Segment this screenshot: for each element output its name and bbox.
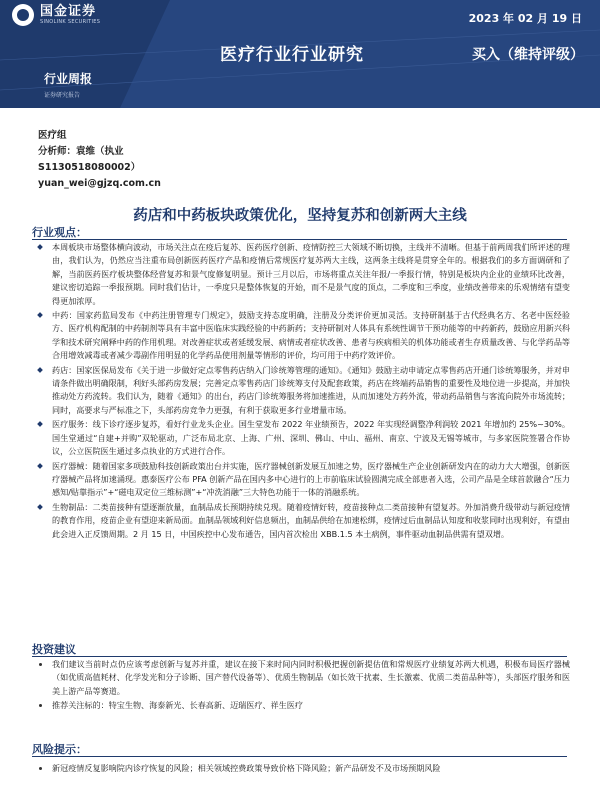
- analyst-name: 分析师：袁维（执业: [38, 146, 124, 157]
- investment-list: [32, 658, 570, 714]
- list-item: 我们建议当前时点仍应该考虑创新与复苏并重，建议在接下来时间内同时积极把握创新提估值和常规医疗业绩复苏两大机遇，积极布局医疗器械（如优质高值耗材、化学发光和分子诊断、国产替代设备等）、优质生物制品（如长效干扰素、生长激素、优质二类苗品种等），头部医疗服务和医美上游产品等赛道。: [32, 658, 570, 698]
- list-item: 推荐关注标的：特宝生物、海泰新光、长春高新、迈瑞医疗、祥生医疗: [32, 699, 570, 712]
- section-divider: [32, 656, 567, 657]
- rating-label: 买入（维持评级）: [472, 47, 584, 63]
- industry-view-list: [32, 241, 570, 542]
- section-title-investment: 投资建议: [32, 643, 76, 656]
- report-title: 医疗行业行业研究: [220, 45, 364, 65]
- section-divider: [32, 239, 567, 240]
- report-date: 2023 年 02 月 19 日: [468, 12, 582, 25]
- report-type: 行业周报: [44, 72, 93, 86]
- analyst-block: [38, 128, 161, 192]
- report-headline: 药店和中药板块政策优化，坚持复苏和创新两大主线: [133, 208, 467, 224]
- section-title-industry-view: 行业观点：: [32, 226, 87, 239]
- analyst-group: 医疗组: [38, 130, 67, 141]
- logo-icon: [12, 4, 34, 26]
- logo-name: 国金证券: [40, 3, 97, 19]
- company-logo: [12, 4, 100, 26]
- report-header: [0, 0, 600, 108]
- list-item: 本周板块市场整体横向波动，市场关注点在疫后复苏、医药医疗创新、疫情防控三大领域不断切换，主线并不清晰。但基于前两周我们所评述的理由，我们认为，仍然应当注重布局创新医药医疗产品和疫情后常规医疗复苏两大主线，这两条主线将是贯穿全年的。根据我们的多方面调研和了解，当前医药医疗板块整体经营复苏和景气度修复明显。预计三月以后，市场将重点关注年报/一季报行情，特别是板块内企业的业绩环比改善，建议密切追踪一季报预期。同时我们估计，一季度只是整体恢复的开始，而不是景气度的顶点，二季度和三季度，业绩改善带来的乐观情绪有望变得更加浓厚。: [32, 241, 570, 308]
- risk-list: [32, 762, 570, 776]
- list-item: 中药：国家药监局发布《中药注册管理专门规定》，鼓励支持态度明确，注册及分类评价更加灵活。支持研制基于古代经典名方、名老中医经验方、医疗机构配制的中药制剂等具有丰富中医临床实践经验的中药新药；支持研制对人体具有系统性调节干预功能等的中药新药，鼓励应用新兴科学和技术研究阐释中药的作用机理。对改善症状或者延缓发展、病情或者症状改善、患者与疾病相关的机体功能或者生存质量改善、与化学药品等合用增效减毒或者减少毒副作用明显的化学药品使用剂量等情形的评价，均可用于中药疗效评价。: [32, 309, 570, 363]
- logo-english-name: SINOLINK SECURITIES: [40, 18, 101, 25]
- list-item: 药店：国家医保局发布《关于进一步做好定点零售药店纳入门诊统筹管理的通知》。《通知》鼓励主动申请定点零售药店开通门诊统筹服务，并对申请条件做出明确限制，利好头部药房发展；完善定点零售药店门诊统筹支付及配套政策，药店在终端药品销售的重要性及地位进一步提高，并加快推动处方药流转。我们认为，随着《通知》的出台，药店门诊统筹服务将加速推进，从而加速处方药外流，带动药品销售与客流向院外市场流转；同时，高要求与严标准之下，头部药房竞争力更强，有利于获取更多行业增量市场。: [32, 364, 570, 418]
- list-item: 医疗器械：随着国家多项鼓励科技创新政策出台并实施，医疗器械创新发展互加速之势，医疗器械生产企业创新研发内在的动力大大增强，创新医疗器械产品将加速涌现。惠泰医疗公布 PFA 创新产品在国内多中心进行的上市前临床试验圆满完成全部患者入选，公司产品是全球首款融合“压力感知/贴靠指示”+“磁电双定位三维标测”+“冲洗消融”三大特色功能于一体的消融系统。: [32, 460, 570, 500]
- report-subtype: 证券研究报告: [44, 92, 81, 99]
- section-title-risk: 风险提示：: [32, 743, 87, 756]
- list-item: 医疗服务：线下诊疗逐步复苏，看好行业龙头企业。国生堂发布 2022 年业绩预告，2022 年实现经调整净利润较 2021 年增加约 25%~30%。国生堂通过“自建+并购”双轮驱动，广泛布局北京、上海、广州、深圳、佛山、中山、福州、南京、宁波及无锡等城市，与多家医院签署合作协议，公立医院医生通过多点执业的方式进行合作。: [32, 418, 570, 458]
- list-item: 新冠疫情反复影响院内诊疗恢复的风险；相关领域控费政策导致价格下降风险；新产品研发不及市场预期风险: [32, 762, 570, 775]
- list-item: 生物制品：二类苗接种有望逐渐放量，血制品成长预期持续兑现。随着疫情好转，疫苗接种点二类苗接种有望复苏。外加消费升级带动与新冠疫情的教育作用，疫苗企业有望迎来新局面。血制品领域利好信息频出，血制品供给在加速松绑，疫情过后血制品认知度和收浆同时出现利好，有望由此会进入正反馈周期。2 月 15 日，中国疾控中心发布通告，国内首次检出 XBB.1.5 本土病例，事件驱动血制品供需有望双增。: [32, 501, 570, 541]
- analyst-certificate: S1130518080002）: [38, 162, 141, 173]
- analyst-email: yuan_wei@gjzq.com.cn: [38, 178, 161, 189]
- section-divider: [32, 756, 567, 757]
